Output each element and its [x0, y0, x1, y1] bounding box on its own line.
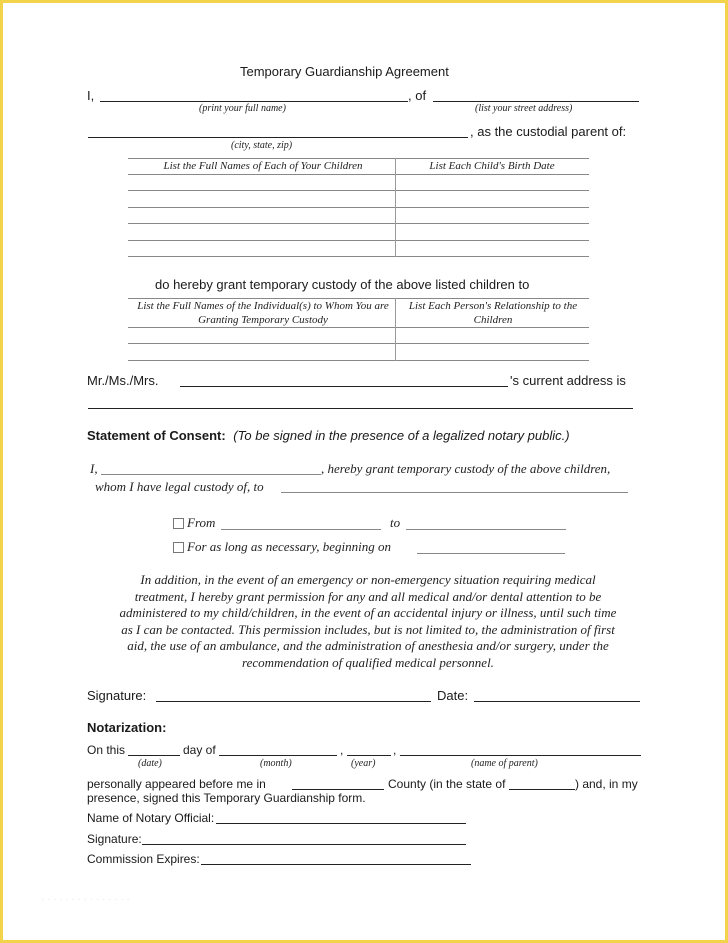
long-as-necessary-checkbox[interactable] — [173, 542, 184, 553]
from-checkbox[interactable] — [173, 518, 184, 529]
children-birthdate-header: List Each Child's Birth Date — [429, 160, 555, 172]
permission-line: In addition, in the event of an emergency or non-emergency situation requiring medical — [140, 572, 596, 587]
county-field[interactable] — [292, 789, 384, 790]
table-divider — [395, 298, 396, 361]
consent-i-label: I, — [90, 461, 98, 476]
parent-caption: (name of parent) — [471, 758, 538, 769]
notary-signature-field[interactable] — [142, 844, 466, 845]
commission-expires-label: Commission Expires: — [87, 852, 200, 866]
consent-custodian-field[interactable] — [281, 492, 628, 493]
and-in-my-label: ) and, in my — [575, 777, 638, 791]
notary-official-field[interactable] — [216, 823, 466, 824]
signature-field[interactable] — [156, 701, 431, 702]
presence-label: presence, signed this Temporary Guardianship form. — [87, 791, 366, 805]
on-this-label: On this — [87, 743, 126, 757]
watermark: · · · · · · · · · · · · · · · — [41, 894, 130, 905]
table-row[interactable] — [128, 343, 589, 344]
table-row[interactable] — [128, 256, 589, 257]
notary-parent-field[interactable] — [400, 755, 641, 756]
custodian-name-field[interactable] — [180, 386, 508, 387]
permission-line: recommendation of qualified medical personnel. — [242, 654, 494, 670]
permission-paragraph — [83, 572, 653, 671]
date-caption: (date) — [138, 758, 162, 769]
year-caption: (year) — [351, 758, 376, 769]
table-row[interactable] — [128, 240, 589, 241]
beginning-date-field[interactable] — [417, 553, 565, 554]
consent-heading: Statement of Consent: — [87, 428, 226, 443]
appeared-label: personally appeared before me in — [87, 777, 266, 791]
consent-name-field[interactable] — [101, 474, 321, 475]
notary-official-label: Name of Notary Official: — [87, 811, 215, 825]
notary-month-field[interactable] — [219, 755, 337, 756]
address-prefix: Mr./Ms./Mrs. — [87, 373, 159, 388]
table-divider — [395, 158, 396, 257]
custodial-parent-label: , as the custodial parent of: — [470, 124, 627, 139]
full-name-caption: (print your full name) — [199, 103, 286, 114]
grant-text: do hereby grant temporary custody of the above listed children to — [155, 277, 530, 292]
custodian-address-field[interactable] — [88, 408, 633, 409]
custodian-relationship-header: List Each Person's Relationship to the Children — [408, 300, 578, 326]
table-border — [128, 158, 589, 159]
consent-subheading: (To be signed in the presence of a legalized notary public.) — [233, 428, 570, 443]
consent-line1-end: , hereby grant temporary custody of the above children, — [321, 461, 611, 476]
to-date-field[interactable] — [406, 529, 566, 530]
table-row[interactable] — [128, 190, 589, 191]
permission-line: as I can be contacted. This permission includes, but is not limited to, the administration of first — [121, 621, 615, 637]
address-suffix: 's current address is — [510, 373, 626, 388]
of-label: , of — [408, 88, 427, 103]
table-row[interactable] — [128, 360, 589, 361]
permission-line: treatment, I hereby grant permission for any and all medical and/or dental attention to be — [134, 588, 602, 604]
signature-label: Signature: — [87, 688, 147, 703]
notary-signature-label: Signature: — [87, 832, 142, 846]
table-row[interactable] — [128, 223, 589, 224]
children-name-header: List the Full Names of Each of Your Children — [163, 160, 363, 172]
notarization-heading: Notarization: — [87, 720, 167, 735]
full-name-field[interactable] — [100, 101, 408, 102]
city-caption: (city, state, zip) — [231, 140, 293, 151]
table-border — [128, 327, 589, 328]
from-date-field[interactable] — [221, 529, 381, 530]
document-page — [3, 3, 725, 940]
permission-line: administered to my child/children, in the event of an accidental injury or illness, until such time — [119, 605, 617, 620]
date-field[interactable] — [474, 701, 640, 702]
street-address-field[interactable] — [433, 101, 639, 102]
street-caption: (list your street address) — [475, 103, 573, 114]
notary-date-field[interactable] — [128, 755, 180, 756]
comma-label-2: , — [393, 743, 397, 757]
day-of-label: day of — [183, 743, 216, 757]
state-field[interactable] — [509, 789, 575, 790]
commission-expires-field[interactable] — [201, 864, 471, 865]
consent-line2: whom I have legal custody of, to — [95, 479, 264, 494]
from-label: From — [187, 515, 216, 530]
comma-label: , — [340, 743, 344, 757]
permission-line: aid, the use of an ambulance, and the administration of anesthesia and/or surgery, under the — [127, 638, 609, 653]
county-label: County (in the state of — [388, 777, 506, 791]
consent-heading-row — [87, 428, 570, 443]
date-label: Date: — [437, 688, 469, 703]
city-state-zip-field[interactable] — [88, 137, 468, 138]
notary-year-field[interactable] — [347, 755, 391, 756]
table-border — [128, 174, 589, 175]
i-label: I, — [87, 88, 95, 103]
to-label: to — [390, 515, 401, 530]
long-as-necessary-label: For as long as necessary, beginning on — [187, 539, 392, 554]
table-row[interactable] — [128, 207, 589, 208]
month-caption: (month) — [260, 758, 292, 769]
custodian-name-header: List the Full Names of the Individual(s) to Whom You are Granting Temporary Custody — [137, 300, 389, 326]
page-title: Temporary Guardianship Agreement — [240, 64, 449, 79]
